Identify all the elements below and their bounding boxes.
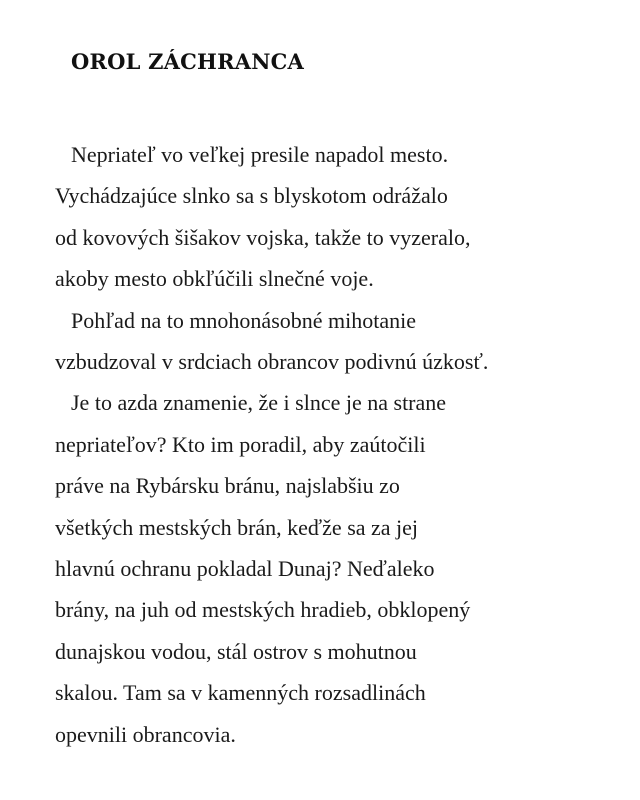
text-line: Pohľad na to mnohonásobné mihotanie bbox=[71, 307, 416, 333]
text-line: opevnili obrancovia. bbox=[55, 721, 236, 747]
text-line: akoby mesto obkľúčili slnečné voje. bbox=[55, 266, 374, 292]
text-line: vzbudzoval v srdciach obrancov podivnú úzkosť. bbox=[55, 349, 489, 375]
text-line: nepriateľov? Kto im poradil, aby zaútočili bbox=[55, 431, 426, 457]
text-line: hlavnú ochranu pokladal Dunaj? Neďaleko bbox=[55, 556, 435, 582]
text-line: Vychádzajúce slnko sa s blyskotom odrážalo bbox=[55, 183, 448, 209]
text-line: od kovových šišakov vojska, takže to vyzeralo, bbox=[55, 224, 471, 250]
text-line: brány, na juh od mestských hradieb, obklopený bbox=[55, 597, 471, 623]
text-line: práve na Rybársku bránu, najslabšiu zo bbox=[55, 473, 400, 499]
text-line: Je to azda znamenie, že i slnce je na strane bbox=[71, 390, 447, 416]
chapter-body bbox=[55, 134, 615, 755]
text-line: skalou. Tam sa v kamenných rozsadlinách bbox=[55, 680, 426, 706]
chapter-title: OROL ZÁCHRANCA bbox=[71, 49, 305, 74]
text-line: dunajskou vodou, stál ostrov s mohutnou bbox=[55, 638, 417, 664]
text-line: Nepriateľ vo veľkej presile napadol mesto. bbox=[71, 142, 449, 167]
text-line: všetkých mestských brán, keďže sa za jej bbox=[55, 514, 419, 540]
